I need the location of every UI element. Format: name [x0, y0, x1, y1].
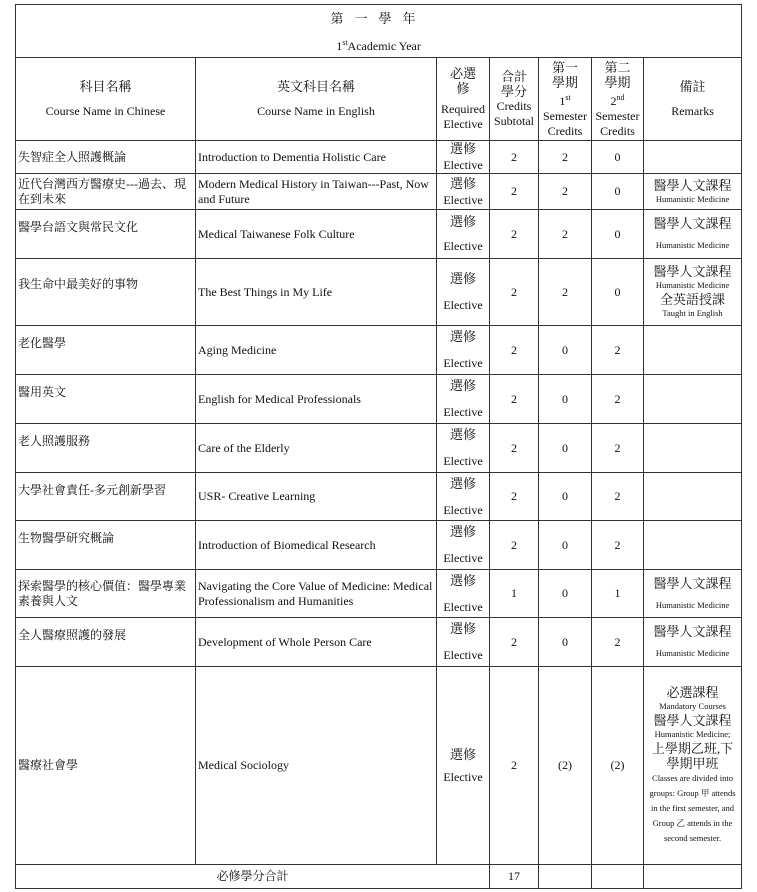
- course-required: 選修 Elective: [437, 141, 490, 174]
- course-sem2: 2: [592, 618, 644, 667]
- course-required: 選修 Elective: [437, 174, 490, 210]
- course-remarks: [644, 375, 742, 424]
- course-required: 選修 Elective: [437, 326, 490, 375]
- course-sem1: 0: [539, 424, 592, 473]
- total-row: [16, 865, 742, 889]
- course-credits: 2: [490, 174, 539, 210]
- course-cn-name: 失智症全人照護概論: [16, 141, 196, 174]
- course-en-name: Aging Medicine: [196, 326, 437, 375]
- course-cn-name: 我生命中最美好的事物: [16, 259, 196, 326]
- header-row: [16, 58, 742, 141]
- table-row: [16, 618, 742, 667]
- table-row: [16, 141, 742, 174]
- course-sem1: 0: [539, 326, 592, 375]
- total-sem2: [592, 865, 644, 889]
- course-sem1: 2: [539, 210, 592, 259]
- course-en-name: English for Medical Professionals: [196, 375, 437, 424]
- course-sem1: 2: [539, 141, 592, 174]
- header-remarks: 備註 Remarks: [644, 58, 742, 141]
- course-remarks: 醫學人文課程 Humanistic Medicine 全英語授課 Taught in English: [644, 259, 742, 326]
- course-credits: 2: [490, 259, 539, 326]
- course-sem2: 2: [592, 326, 644, 375]
- course-sem1: 0: [539, 375, 592, 424]
- table-row: [16, 424, 742, 473]
- course-remarks: 醫學人文課程 Humanistic Medicine: [644, 618, 742, 667]
- course-sem2: 2: [592, 424, 644, 473]
- course-cn-name: 近代台灣西方醫療史---過去、現在到未來: [16, 174, 196, 210]
- course-sem1: 2: [539, 174, 592, 210]
- table-row: [16, 473, 742, 521]
- course-remarks: 醫學人文課程 Humanistic Medicine: [644, 174, 742, 210]
- course-sem1: 0: [539, 473, 592, 521]
- course-sem2: 1: [592, 570, 644, 618]
- table-row: [16, 259, 742, 326]
- course-en-name: Navigating the Core Value of Medicine: Medical Professionalism and Humanities: [196, 570, 437, 618]
- course-cn-name: 全人醫療照護的發展: [16, 618, 196, 667]
- course-required: 選修 Elective: [437, 521, 490, 570]
- course-required: 選修 Elective: [437, 210, 490, 259]
- course-remarks: 醫學人文課程 Humanistic Medicine: [644, 210, 742, 259]
- course-remarks: [644, 473, 742, 521]
- course-sem2: 0: [592, 210, 644, 259]
- table-row: [16, 174, 742, 210]
- course-en-name: The Best Things in My Life: [196, 259, 437, 326]
- course-table: [15, 4, 742, 889]
- total-remarks: [644, 865, 742, 889]
- total-sem1: [539, 865, 592, 889]
- course-remarks: 醫學人文課程 Humanistic Medicine: [644, 570, 742, 618]
- course-en-name: Development of Whole Person Care: [196, 618, 437, 667]
- course-credits: 2: [490, 141, 539, 174]
- header-cn-name: 科目名稱 Course Name in Chinese: [16, 58, 196, 141]
- header-required: 必選 修 Required Elective: [437, 58, 490, 141]
- table-row: [16, 570, 742, 618]
- course-sem2: 2: [592, 375, 644, 424]
- total-credits: 17: [490, 865, 539, 889]
- course-credits: 2: [490, 667, 539, 865]
- course-remarks: [644, 521, 742, 570]
- year-title-en: 1stAcademic Year: [336, 37, 421, 53]
- course-en-name: Introduction of Biomedical Research: [196, 521, 437, 570]
- course-remarks: 必選課程 Mandatory Courses 醫學人文課程 Humanistic Medicine; 上學期乙班,下學期甲班 Classes are divided into groups: Group 甲 attends in the first semester, and Group 乙 attends in the second semester.: [644, 667, 742, 865]
- course-remarks: [644, 141, 742, 174]
- course-sem1: 2: [539, 259, 592, 326]
- course-required: 選修 Elective: [437, 618, 490, 667]
- course-en-name: Medical Taiwanese Folk Culture: [196, 210, 437, 259]
- course-cn-name: 大學社會責任-多元創新學習: [16, 473, 196, 521]
- course-sem2: 2: [592, 521, 644, 570]
- course-sem2: (2): [592, 667, 644, 865]
- course-cn-name: 醫用英文: [16, 375, 196, 424]
- course-credits: 2: [490, 424, 539, 473]
- table-row: [16, 210, 742, 259]
- course-sem1: 0: [539, 618, 592, 667]
- course-credits: 2: [490, 618, 539, 667]
- course-credits: 2: [490, 521, 539, 570]
- course-required: 選修 Elective: [437, 375, 490, 424]
- course-credits: 2: [490, 210, 539, 259]
- course-sem1: 0: [539, 521, 592, 570]
- course-remarks: [644, 326, 742, 375]
- course-sem2: 2: [592, 473, 644, 521]
- course-en-name: Medical Sociology: [196, 667, 437, 865]
- year-header: [16, 5, 742, 58]
- course-cn-name: 老人照護服務: [16, 424, 196, 473]
- course-en-name: Modern Medical History in Taiwan---Past, Now and Future: [196, 174, 437, 210]
- course-cn-name: 醫療社會學: [16, 667, 196, 865]
- course-sem2: 0: [592, 259, 644, 326]
- course-credits: 1: [490, 570, 539, 618]
- header-credits: 合計 學分 Credits Subtotal: [490, 58, 539, 141]
- course-credits: 2: [490, 326, 539, 375]
- course-remarks: [644, 424, 742, 473]
- course-credits: 2: [490, 473, 539, 521]
- course-sem2: 0: [592, 174, 644, 210]
- course-en-name: USR- Creative Learning: [196, 473, 437, 521]
- course-sem2: 0: [592, 141, 644, 174]
- course-credits: 2: [490, 375, 539, 424]
- table-row: [16, 667, 742, 865]
- course-en-name: Introduction to Dementia Holistic Care: [196, 141, 437, 174]
- header-semester1: 第一 學期 1st Semester Credits: [539, 58, 592, 141]
- header-en-name: 英文科目名稱 Course Name in English: [196, 58, 437, 141]
- course-cn-name: 醫學台語文與常民文化: [16, 210, 196, 259]
- course-cn-name: 老化醫學: [16, 326, 196, 375]
- course-sem1: (2): [539, 667, 592, 865]
- course-cn-name: 探索醫學的核心價值：醫學專業素養與人文: [16, 570, 196, 618]
- course-sem1: 0: [539, 570, 592, 618]
- table-row: [16, 326, 742, 375]
- course-required: 選修 Elective: [437, 667, 490, 865]
- table-row: [16, 375, 742, 424]
- course-required: 選修 Elective: [437, 473, 490, 521]
- course-en-name: Care of the Elderly: [196, 424, 437, 473]
- table-row: [16, 521, 742, 570]
- course-cn-name: 生物醫學研究概論: [16, 521, 196, 570]
- header-semester2: 第二 學期 2nd Semester Credits: [592, 58, 644, 141]
- course-required: 選修 Elective: [437, 259, 490, 326]
- total-label: 必修學分合計: [16, 865, 490, 889]
- course-required: 選修 Elective: [437, 424, 490, 473]
- year-title-cn: 第一學年: [330, 10, 427, 26]
- course-required: 選修 Elective: [437, 570, 490, 618]
